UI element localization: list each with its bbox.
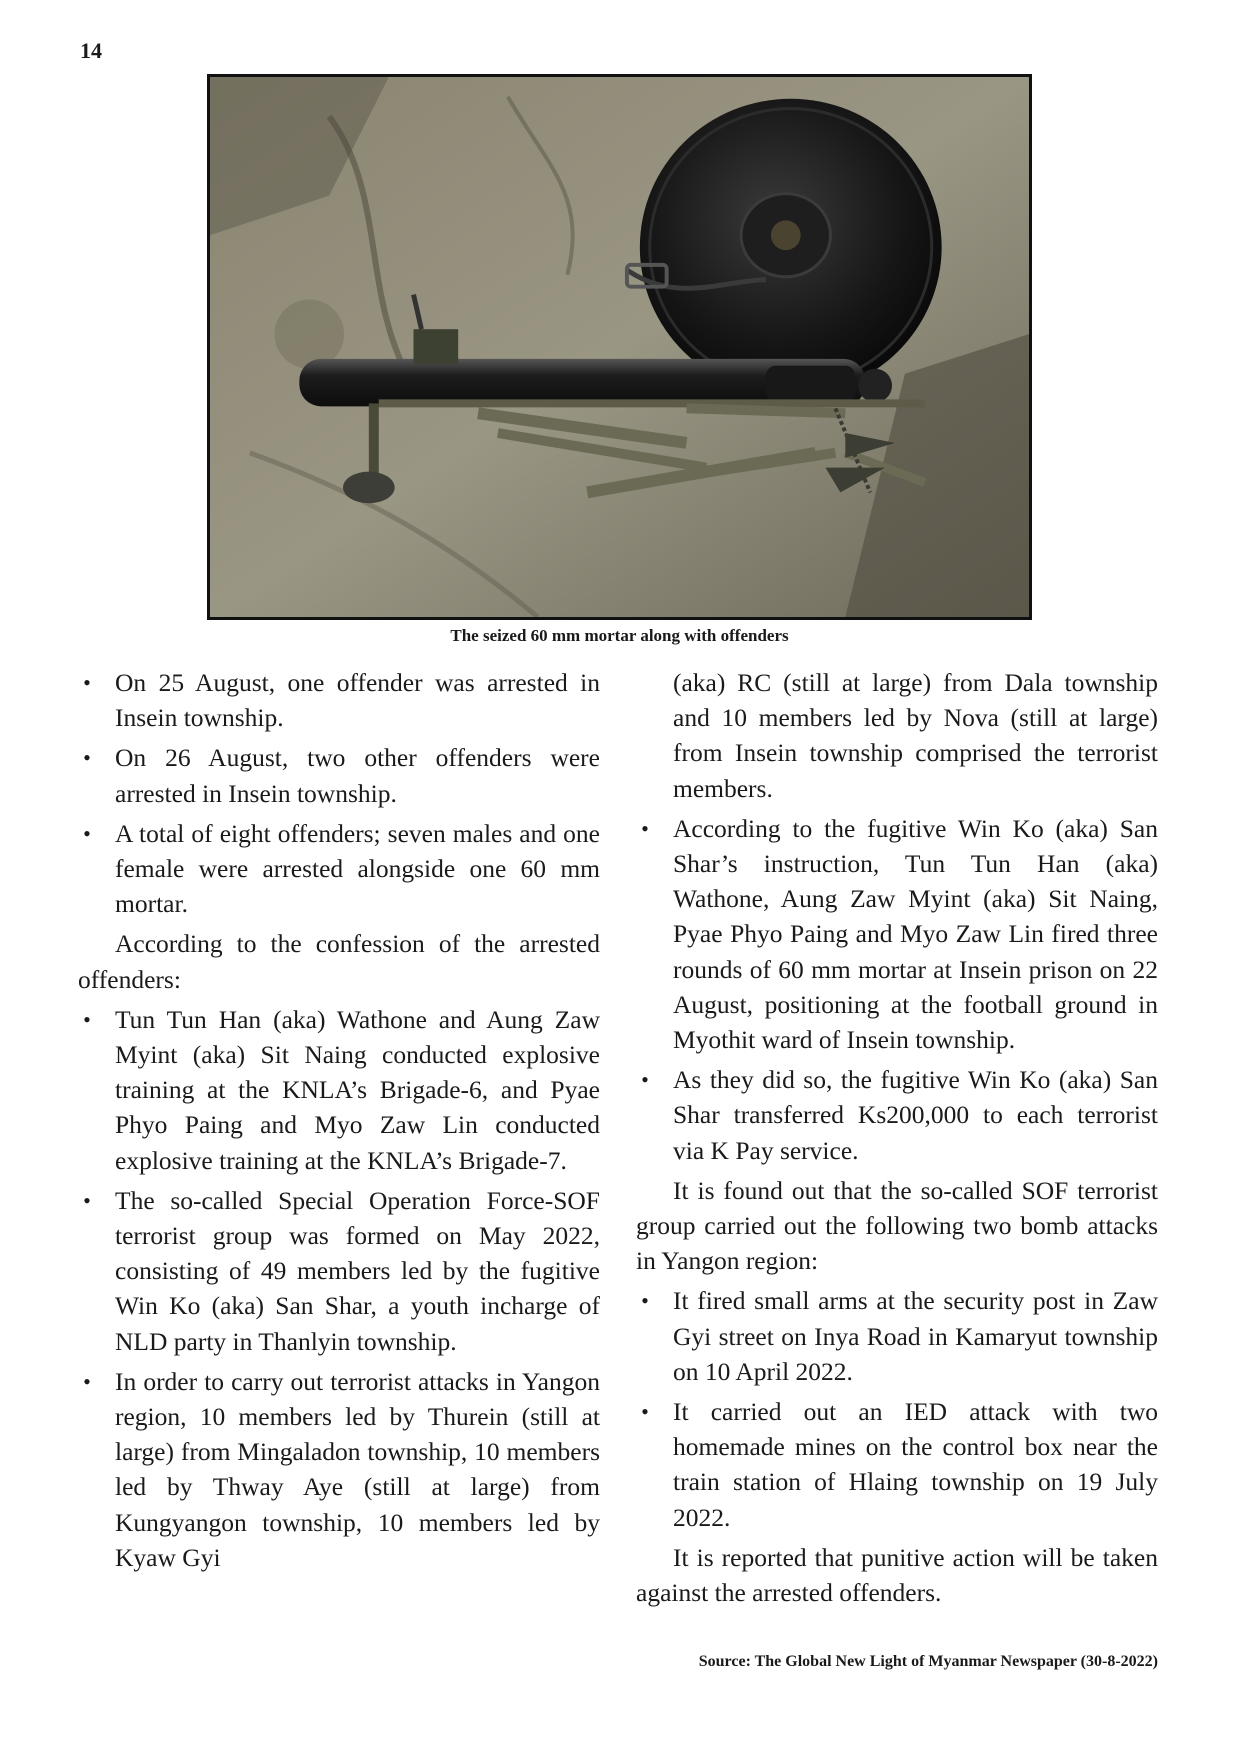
bullet-list <box>636 811 1158 1168</box>
bullet-icon: • <box>83 820 91 846</box>
bullet-icon: • <box>83 1187 91 1213</box>
source-citation: Source: The Global New Light of Myanmar Newspaper (30-8-2022) <box>698 1653 1158 1670</box>
bullet-icon: • <box>83 745 91 771</box>
bullet-icon: • <box>83 670 91 695</box>
left-column <box>78 665 600 1580</box>
mortar-photo <box>207 74 1032 620</box>
bullet-icon: • <box>641 815 649 841</box>
bullet-icon: • <box>83 1368 91 1394</box>
list-item <box>78 1183 600 1359</box>
mortar-photo-illustration <box>210 77 1029 617</box>
list-item-text: It fired small arms at the security post in Zaw Gyi street on Inya Road in Kamaryut township on 10 April 2022. <box>673 1286 1158 1386</box>
list-item <box>78 740 600 810</box>
paragraph: It is found out that the so-called SOF terrorist group carried out the following two bomb attacks in Yangon region: <box>636 1175 1158 1276</box>
bullet-list <box>78 1002 600 1575</box>
list-item-text: As they did so, the fugitive Win Ko (aka) San Shar transferred Ks200,000 to each terrorist via K Pay service. <box>673 1065 1158 1165</box>
paragraph: It is reported that punitive action will be taken against the arrested offenders. <box>636 1542 1158 1608</box>
list-item <box>636 1394 1158 1535</box>
list-item-text: It carried out an IED attack with two homemade mines on the control box near the train station of Hlaing township on 19 July 2022. <box>673 1397 1158 1532</box>
list-item <box>78 1364 600 1575</box>
bullet-icon: • <box>641 1288 649 1314</box>
page-number: 14 <box>80 38 102 63</box>
list-item-text: Tun Tun Han (aka) Wathone and Aung Zaw Myint (aka) Sit Naing conducted explosive training at the KNLA’s Brigade-6, and Pyae Phyo Paing and Myo Zaw Lin conducted explosive training at the KNLA’s Brigade-7. <box>115 1004 600 1175</box>
bullet-list <box>78 665 600 921</box>
list-item-text: On 26 August, two other offenders were arrested in Insein township. <box>115 743 600 808</box>
list-item-text: According to the fugitive Win Ko (aka) San Shar’s instruction, Tun Tun Han (aka) Wathone, Aung Zaw Myint (aka) Sit Naing, Pyae Phyo Paing and Myo Zaw Lin fired three rounds of 60 mm mortar at Insein prison on 22 August, positioning at the football ground in Myothit ward of Insein township. <box>673 813 1158 1055</box>
list-item <box>78 816 600 922</box>
list-item-text: A total of eight offenders; seven males and one female were arrested alongside one 60 mm mortar. <box>115 818 600 919</box>
list-item <box>636 1283 1158 1389</box>
bullet-icon: • <box>641 1399 649 1425</box>
bullet-icon: • <box>83 1006 91 1032</box>
list-item-text: The so-called Special Operation Force-SOF terrorist group was formed on May 2022, consisting of 49 members led by the fugitive Win Ko (aka) San Shar, a youth incharge of NLD party in Thanlyin township. <box>115 1185 600 1356</box>
bullet-icon: • <box>641 1067 649 1093</box>
list-item-text: In order to carry out terrorist attacks in Yangon region, 10 members led by Thurein (still at large) from Mingaladon township, 10 members led by Thway Aye (still at large) from Kungyangon township, 10 members led by Kyaw Gyi <box>115 1366 600 1572</box>
right-column <box>636 665 1158 1615</box>
list-item <box>636 811 1158 1057</box>
paragraph: According to the confession of the arrested offenders: <box>78 929 600 994</box>
list-item <box>636 1062 1158 1168</box>
list-item <box>78 1002 600 1178</box>
bullet-list <box>636 1283 1158 1534</box>
figure-caption: The seized 60 mm mortar along with offenders <box>450 626 789 645</box>
continued-list-item-text: (aka) RC (still at large) from Dala township and 10 members led by Nova (still at large) from Insein township comprised the terrorist members. <box>673 668 1158 803</box>
list-item-text: On 25 August, one offender was arrested in Insein township. <box>115 668 600 733</box>
list-item <box>78 665 600 735</box>
